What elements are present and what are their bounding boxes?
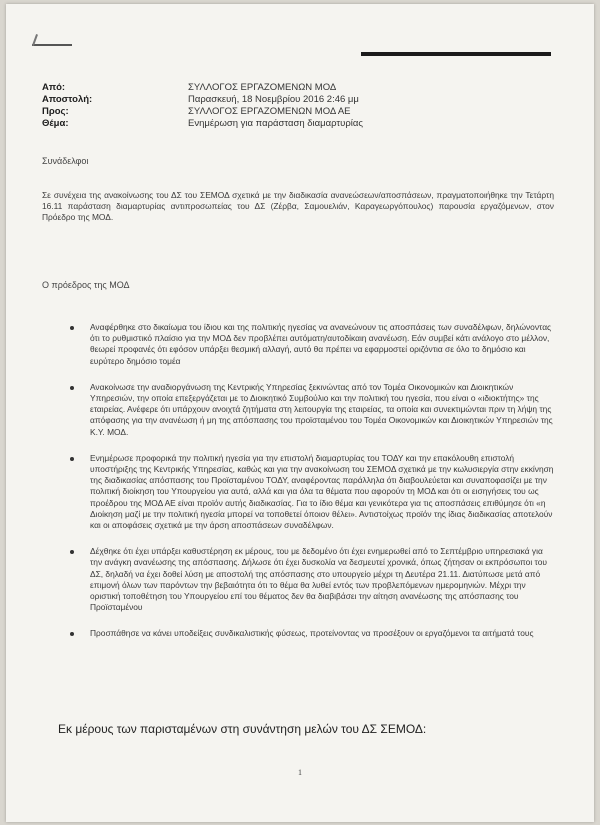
header-label: Από:: [42, 82, 66, 93]
header-row-subject: [42, 118, 562, 130]
header-row-sent: [42, 94, 562, 106]
header-value: ΣΥΛΛΟΓΟΣ ΕΡΓΑΖΟΜΕΝΩΝ ΜΟΔ ΑΕ: [188, 106, 351, 117]
bullet-icon: [70, 550, 74, 554]
header-value: Ενημέρωση για παράσταση διαμαρτυρίας: [188, 118, 363, 129]
greeting: Συνάδελφοι: [42, 156, 89, 166]
section-title: Ο πρόεδρος της ΜΟΔ: [42, 280, 130, 290]
list-item-text: Ενημέρωσε προφορικά την πολιτική ηγεσία για την επιστολή διαμαρτυρίας του ΤΟΔΥ και την επακόλουθη επιστολή υποστήριξης της Κεντρικής Υπηρεσίας, καθώς και για την ανακοίνωση του ΣΕΜΟΔ σχετικά με την κωλυσιεργία στην εκκίνηση της διαδικασίας απόσπασης του Προϊσταμένου ΤΟΔΥ, αναφέροντας παράλληλα ότι διαβουλεύεται και συναποφασίζει με την πολιτική διοίκηση του Υπουργείου για αυτά, αλλά και για όλα τα θέματα που αφορούν τη ΜΟΔ και ότι οι εισηγήσεις του ως προέδρου της ΜΟΔ ΑΕ είναι προϊόν αυτής διαδικασίας. Για το ίδιο θέμα και γενικότερα για τις αποσπάσεις επιθύμησε ότι «η Διοίκηση μαζί με την πολιτική ηγεσία μπορεί να τοποθετεί όποιον θέλει». Αντιστοίχως προϊόν της ίδιας διαδικασίας αποτελούν και οι αποφάσεις σχετικά με την άρση αποσπάσεων συναδέλφων.: [90, 452, 554, 531]
intro-paragraph: Σε συνέχεια της ανακοίνωσης του ΔΣ του ΣΕΜΟΔ σχετικά με την διαδικασία ανανεώσεων/αποσπάσεων, πραγματοποιήθηκε την Τετάρτη 16.11 παράσταση διαμαρτυρίας αντιπροσωπείας του ΔΣ (Ζέρβα, Σαμουελιάν, Καραγεωργόπουλος) παρουσία εργαζόμενων, στον Πρόεδρο της ΜΟΔ.: [42, 190, 554, 222]
closing-line: Εκ μέρους των παρισταμένων στη συνάντηση μελών του ΔΣ ΣΕΜΟΔ:: [58, 722, 427, 736]
bullet-icon: [70, 457, 74, 461]
list-item: [66, 628, 554, 639]
document-page: [6, 4, 594, 822]
list-item-text: Αναφέρθηκε στο δικαίωμα του ίδιου και της πολιτικής ηγεσίας να ανανεώνουν τις αποσπάσεις των συναδέλφων, δηλώνοντας ότι το ρυθμιστικό πλαίσιο για την ΜΟΔ δεν προβλέπει αυτόματη/αυτοδίκαιη ανανέωση. Εάν συμβεί κάτι ανάλογο στο μέλλον, θεωρεί προφανές ότι εφόσον υπάρξει θεσμική αλλαγή, αυτό θα πρέπει να εφαρμοστεί οριζόντια σε όλο το δημόσιο και ευρύτερο δημόσιο τομέα: [90, 322, 552, 366]
handwritten-mark: [32, 44, 72, 49]
header-row-from: [42, 82, 562, 94]
list-item: [66, 382, 554, 438]
list-item-text: Ανακοίνωσε την αναδιοργάνωση της Κεντρικής Υπηρεσίας ξεκινώντας από τον Τομέα Οικονομικών και Διοικητικών Υπηρεσιών, την οποία επεξεργάζεται με το Διοικητικό Συμβούλιο και την πολιτική του ηγεσία, που είναι ο «ιδιοκτήτης» της εταιρείας. Ανέφερε ότι υπάρχουν ανοιχτά ζητήματα στη λειτουργία της εταιρείας, τα οποία και συνεκτιμώνται πριν τη λήψη της απόφασης για την ανανέωση ή μη της απόσπασης του προϊσταμένου του Τομέα Οικονομικών και Διοικητικών Υπηρεσιών της Κ.Υ. ΜΟΔ.: [90, 381, 553, 437]
list-item-text: Προσπάθησε να κάνει υποδείξεις συνδικαλιστικής φύσεως, προτείνοντας να προσέξουν οι εργαζόμενοι τα αιτήματά τους: [90, 628, 534, 639]
header-value: ΣΥΛΛΟΓΟΣ ΕΡΓΑΖΟΜΕΝΩΝ ΜΟΔ: [188, 82, 337, 93]
faint-bleed-through: [42, 256, 212, 264]
header-row-to: [42, 106, 562, 118]
list-item: [66, 546, 554, 613]
header-label: Προς:: [42, 106, 69, 117]
header-rule: [361, 52, 551, 56]
list-item: [66, 453, 554, 531]
bullet-list: [66, 322, 554, 655]
list-item: [66, 322, 554, 367]
header-label: Θέμα:: [42, 118, 69, 129]
header-value: Παρασκευή, 18 Νοεμβρίου 2016 2:46 μμ: [188, 94, 359, 105]
bullet-icon: [70, 386, 74, 390]
bullet-icon: [70, 326, 74, 330]
header-label: Αποστολή:: [42, 94, 93, 105]
page-number: 1: [298, 768, 302, 777]
email-header: [42, 82, 562, 130]
list-item-text: Δέχθηκε ότι έχει υπάρξει καθυστέρηση εκ μέρους, του με δεδομένο ότι έχει ενημερωθεί από το Σεπτέμβριο υπηρεσιακά για την ανάγκη ανανέωσης της απόσπασης. Δήλωσε ότι έχει δυσκολία να δεσμευτεί χρονικά, όπως ζήτησαν οι εκπρόσωποι του ΔΣ, δηλαδή να έχει δοθεί λύση με αποστολή της απόσπασης στο υπουργείο μέχρι τη Δευτέρα 21.11. Διατύπωσε μετά από επιμονή όλων των παρόντων την βεβαιότητα ότι το θέμα θα λυθεί εντός των προβλεπόμενων ημερομηνιών. Μέχρι την οριστική τοποθέτηση του Υπουργείου επί του θέματος δεν θα διαβιβάσει την αίτηση ανανέωσης της απόσπασης του Προϊσταμένου: [90, 546, 547, 613]
bullet-icon: [70, 632, 74, 636]
